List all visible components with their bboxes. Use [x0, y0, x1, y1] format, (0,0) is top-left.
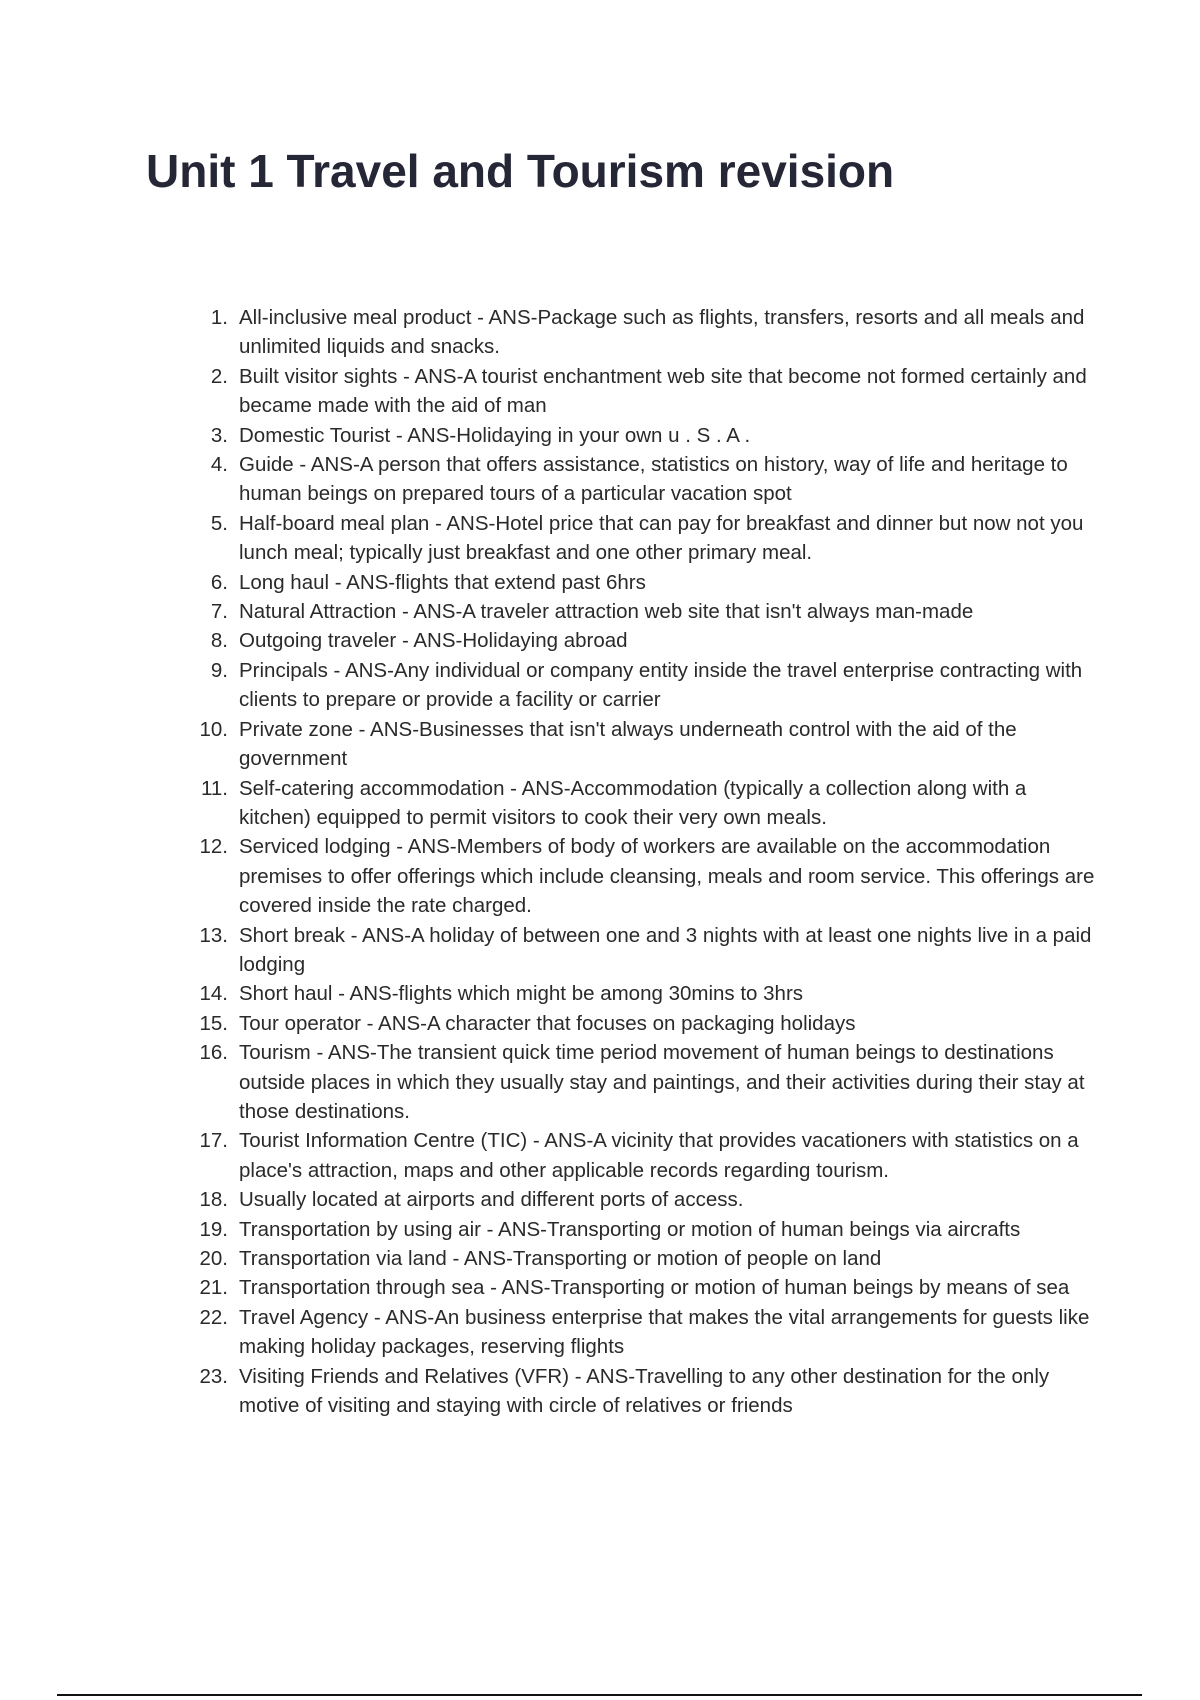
- item-text: Domestic Tourist - ANS-Holidaying in your own u . S . A .: [239, 423, 751, 447]
- item-text: Tourism - ANS-The transient quick time period movement of human beings to destinations outside places in which they usually stay and paintings, and their activities during their stay at those destinations.: [239, 1041, 1085, 1123]
- list-item: [178, 1126, 1098, 1185]
- list-item: [178, 568, 1098, 597]
- item-number: 9.: [210, 658, 228, 682]
- item-text: Short haul - ANS-flights which might be among 30mins to 3hrs: [239, 982, 804, 1006]
- item-number: 15.: [199, 1011, 228, 1035]
- list-item: [178, 421, 1098, 450]
- list-item: [178, 597, 1098, 626]
- item-number: 12.: [199, 835, 228, 859]
- item-number: 7.: [210, 600, 228, 624]
- list-item: [178, 1303, 1098, 1362]
- revision-term-list: [178, 303, 1098, 1420]
- item-number: 20.: [199, 1247, 228, 1270]
- item-text: Travel Agency - ANS-An business enterprise that makes the vital arrangements for guests like making holiday packages, reserving flights: [239, 1305, 1090, 1359]
- item-number: 3.: [210, 423, 228, 447]
- item-number: 16.: [199, 1041, 228, 1065]
- item-text: Long haul - ANS-flights that extend past 6hrs: [239, 570, 646, 594]
- footer-divider: [57, 1694, 1142, 1696]
- item-text: Guide - ANS-A person that offers assistance, statistics on history, way of life and heritage to human beings on prepared tours of a particular vacation spot: [239, 453, 1068, 506]
- item-number: 4.: [210, 453, 228, 477]
- item-number: 23.: [199, 1364, 228, 1388]
- item-number: 10.: [199, 717, 228, 741]
- list-item: [178, 626, 1098, 655]
- list-item: [178, 921, 1098, 980]
- item-text: Principals - ANS-Any individual or company entity inside the travel enterprise contracting with clients to prepare or provide a facility or carrier: [239, 658, 1083, 712]
- page-title: Unit 1 Travel and Tourism revision: [146, 145, 895, 197]
- list-item: [178, 1185, 1098, 1214]
- item-number: 21.: [199, 1276, 228, 1300]
- list-item: [178, 656, 1098, 715]
- item-text: Tour operator - ANS-A character that focuses on packaging holidays: [239, 1011, 856, 1035]
- item-number: 13.: [199, 923, 228, 947]
- list-item: [178, 1009, 1098, 1038]
- item-text: Usually located at airports and different ports of access.: [239, 1188, 744, 1212]
- item-text: Built visitor sights - ANS-A tourist enchantment web site that become not formed certainly and became made with the aid of man: [239, 364, 1087, 418]
- item-text: Outgoing traveler - ANS-Holidaying abroad: [239, 629, 628, 653]
- item-number: 5.: [210, 511, 228, 535]
- list-item: [178, 1038, 1098, 1126]
- item-text: Transportation through sea - ANS-Transporting or motion of human beings by means of sea: [239, 1276, 1070, 1300]
- item-number: 6.: [210, 570, 228, 594]
- item-text: Serviced lodging - ANS-Members of body of workers are available on the accommodation premises to offer offerings which include cleansing, meals and room service. This offerings are covered inside the rate charged.: [239, 835, 1095, 918]
- list-item: [178, 509, 1098, 568]
- item-number: 2.: [210, 364, 228, 388]
- item-text: Natural Attraction - ANS-A traveler attraction web site that isn't always man-made: [239, 600, 974, 624]
- list-item: [178, 979, 1098, 1008]
- item-number: 17.: [199, 1129, 228, 1153]
- item-text: Half-board meal plan - ANS-Hotel price that can pay for breakfast and dinner but now not you lunch meal; typically just breakfast and one other primary meal.: [239, 511, 1084, 565]
- item-text: All-inclusive meal product - ANS-Package such as flights, transfers, resorts and all meals and unlimited liquids and snacks.: [239, 306, 1085, 359]
- item-number: 11.: [201, 776, 228, 800]
- list-item: [178, 1273, 1098, 1302]
- item-number: 1.: [210, 306, 228, 329]
- item-number: 22.: [199, 1305, 228, 1329]
- item-text: Tourist Information Centre (TIC) - ANS-A vicinity that provides vacationers with statistics on a place's attraction, maps and other applicable records regarding tourism.: [239, 1129, 1079, 1182]
- item-text: Short break - ANS-A holiday of between one and 3 nights with at least one nights live in a paid lodging: [239, 923, 1092, 976]
- list-item: [178, 450, 1098, 509]
- item-text: Visiting Friends and Relatives (VFR) - ANS-Travelling to any other destination for the only motive of visiting and staying with circle of relatives or friends: [239, 1364, 1050, 1418]
- list-item: [178, 715, 1098, 774]
- item-text: Self-catering accommodation - ANS-Accommodation (typically a collection along with a kitchen) equipped to permit visitors to cook their very own meals.: [239, 776, 1027, 829]
- list-item: [178, 303, 1098, 362]
- list-item: [178, 1362, 1098, 1421]
- list-item: [178, 832, 1098, 920]
- list-item: [178, 1215, 1098, 1244]
- list-item: [178, 774, 1098, 833]
- item-text: Transportation by using air - ANS-Transporting or motion of human beings via aircrafts: [239, 1217, 1021, 1241]
- item-text: Private zone - ANS-Businesses that isn't always underneath control with the aid of the government: [239, 717, 1017, 771]
- item-text: Transportation via land - ANS-Transporting or motion of people on land: [239, 1247, 882, 1270]
- item-number: 18.: [199, 1188, 228, 1212]
- item-number: 19.: [199, 1217, 228, 1241]
- item-number: 8.: [210, 629, 228, 653]
- list-item: [178, 1244, 1098, 1273]
- list-item: [178, 362, 1098, 421]
- item-number: 14.: [199, 982, 228, 1006]
